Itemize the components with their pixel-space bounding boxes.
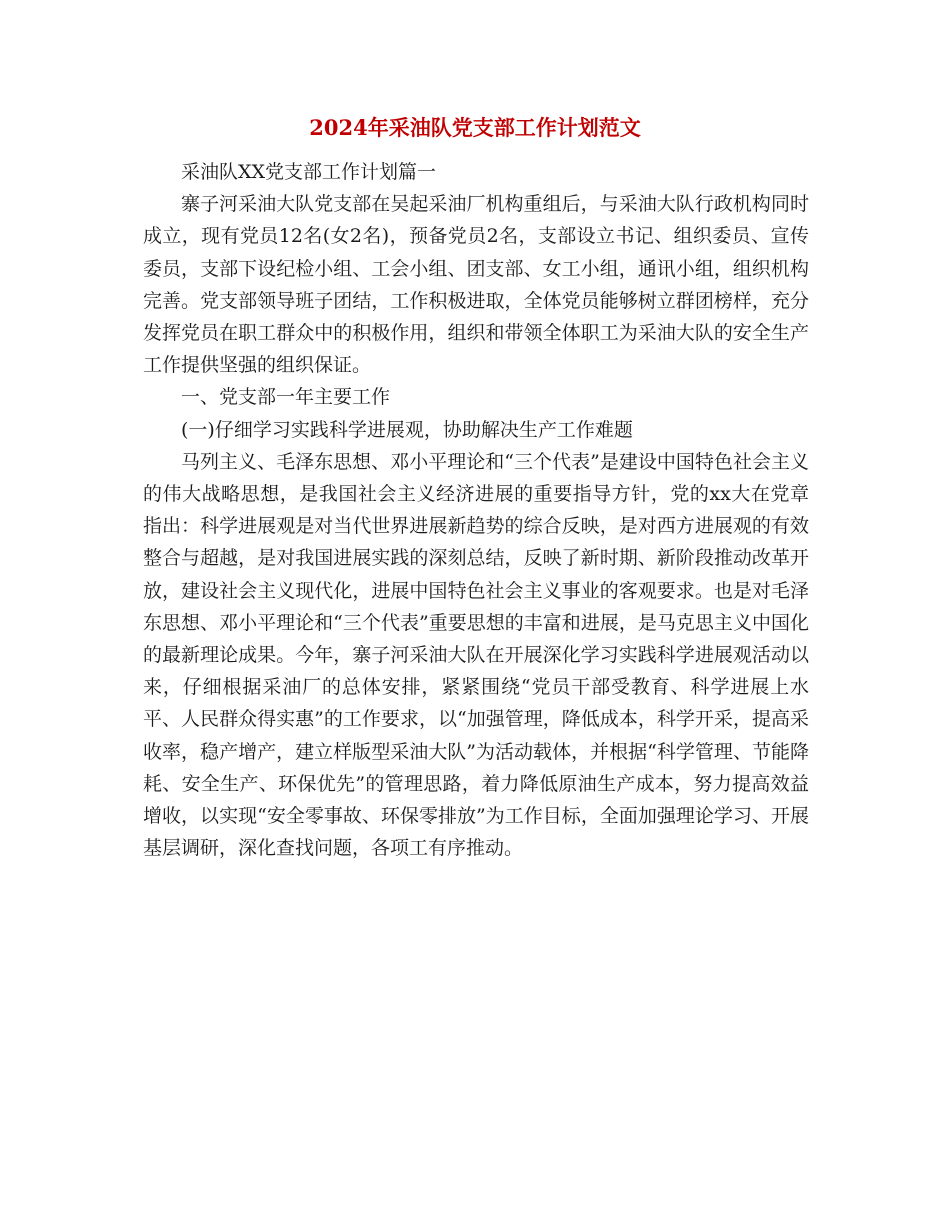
- subsection-heading-1: (一)仔细学习实践科学进展观，协助解决生产工作难题: [181, 418, 633, 441]
- section-heading-main-work: 一、党支部一年主要工作: [181, 386, 391, 409]
- paragraph-branch-overview: 寨子河采油大队党支部在吴起采油厂机构重组后，与采油大队行政机构同时成立，现有党员12名(女2名)，预备党员2名，支部设立书记、组织委员、宣传委员，支部下设纪检小组、工会小组、团支部、女工小组，通讯小组，组织机构完善。党支部领导班子团结，工作积极进取，全体党员能够树立群团榜样，充分发挥党员在职工群众中的积极作用，组织和带领全体职工为采油大队的安全生产工作提供坚强的组织保证。: [143, 193, 809, 377]
- document-body: [143, 156, 809, 864]
- paragraph-theory-study: 马列主义、毛泽东思想、邓小平理论和“三个代表”是建设中国特色社会主义的伟大战略思想，是我国社会主义经济进展的重要指导方针，党的xx大在党章指出：科学进展观是对当代世界进展新趋势的综合反映，是对西方进展观的有效整合与超越，是对我国进展实践的深刻总结，反映了新时期、新阶段推动改革开放，建设社会主义现代化，进展中国特色社会主义事业的客观要求。也是对毛泽东思想、邓小平理论和“三个代表”重要思想的丰富和进展，是马克思主义中国化的最新理论成果。今年，寨子河采油大队在开展深化学习实践科学进展观活动以来，仔细根据采油厂的总体安排，紧紧围绕“党员干部受教育、科学进展上水平、人民群众得实惠”的工作要求，以“加强管理，降低成本，科学开采，提高采收率，稳产增产，建立样版型采油大队”为活动载体，并根据“科学管理、节能降耗、安全生产、环保优先”的管理思路，着力降低原油生产成本，努力提高效益增收，以实现“安全零事故、环保零排放”为工作目标，全面加强理论学习、开展基层调研，深化查找问题，各项工有序推动。: [143, 450, 809, 860]
- section-heading-plan: 采油队XX党支部工作计划篇一: [181, 161, 437, 183]
- document-title: 2024年采油队党支部工作计划范文: [309, 115, 641, 140]
